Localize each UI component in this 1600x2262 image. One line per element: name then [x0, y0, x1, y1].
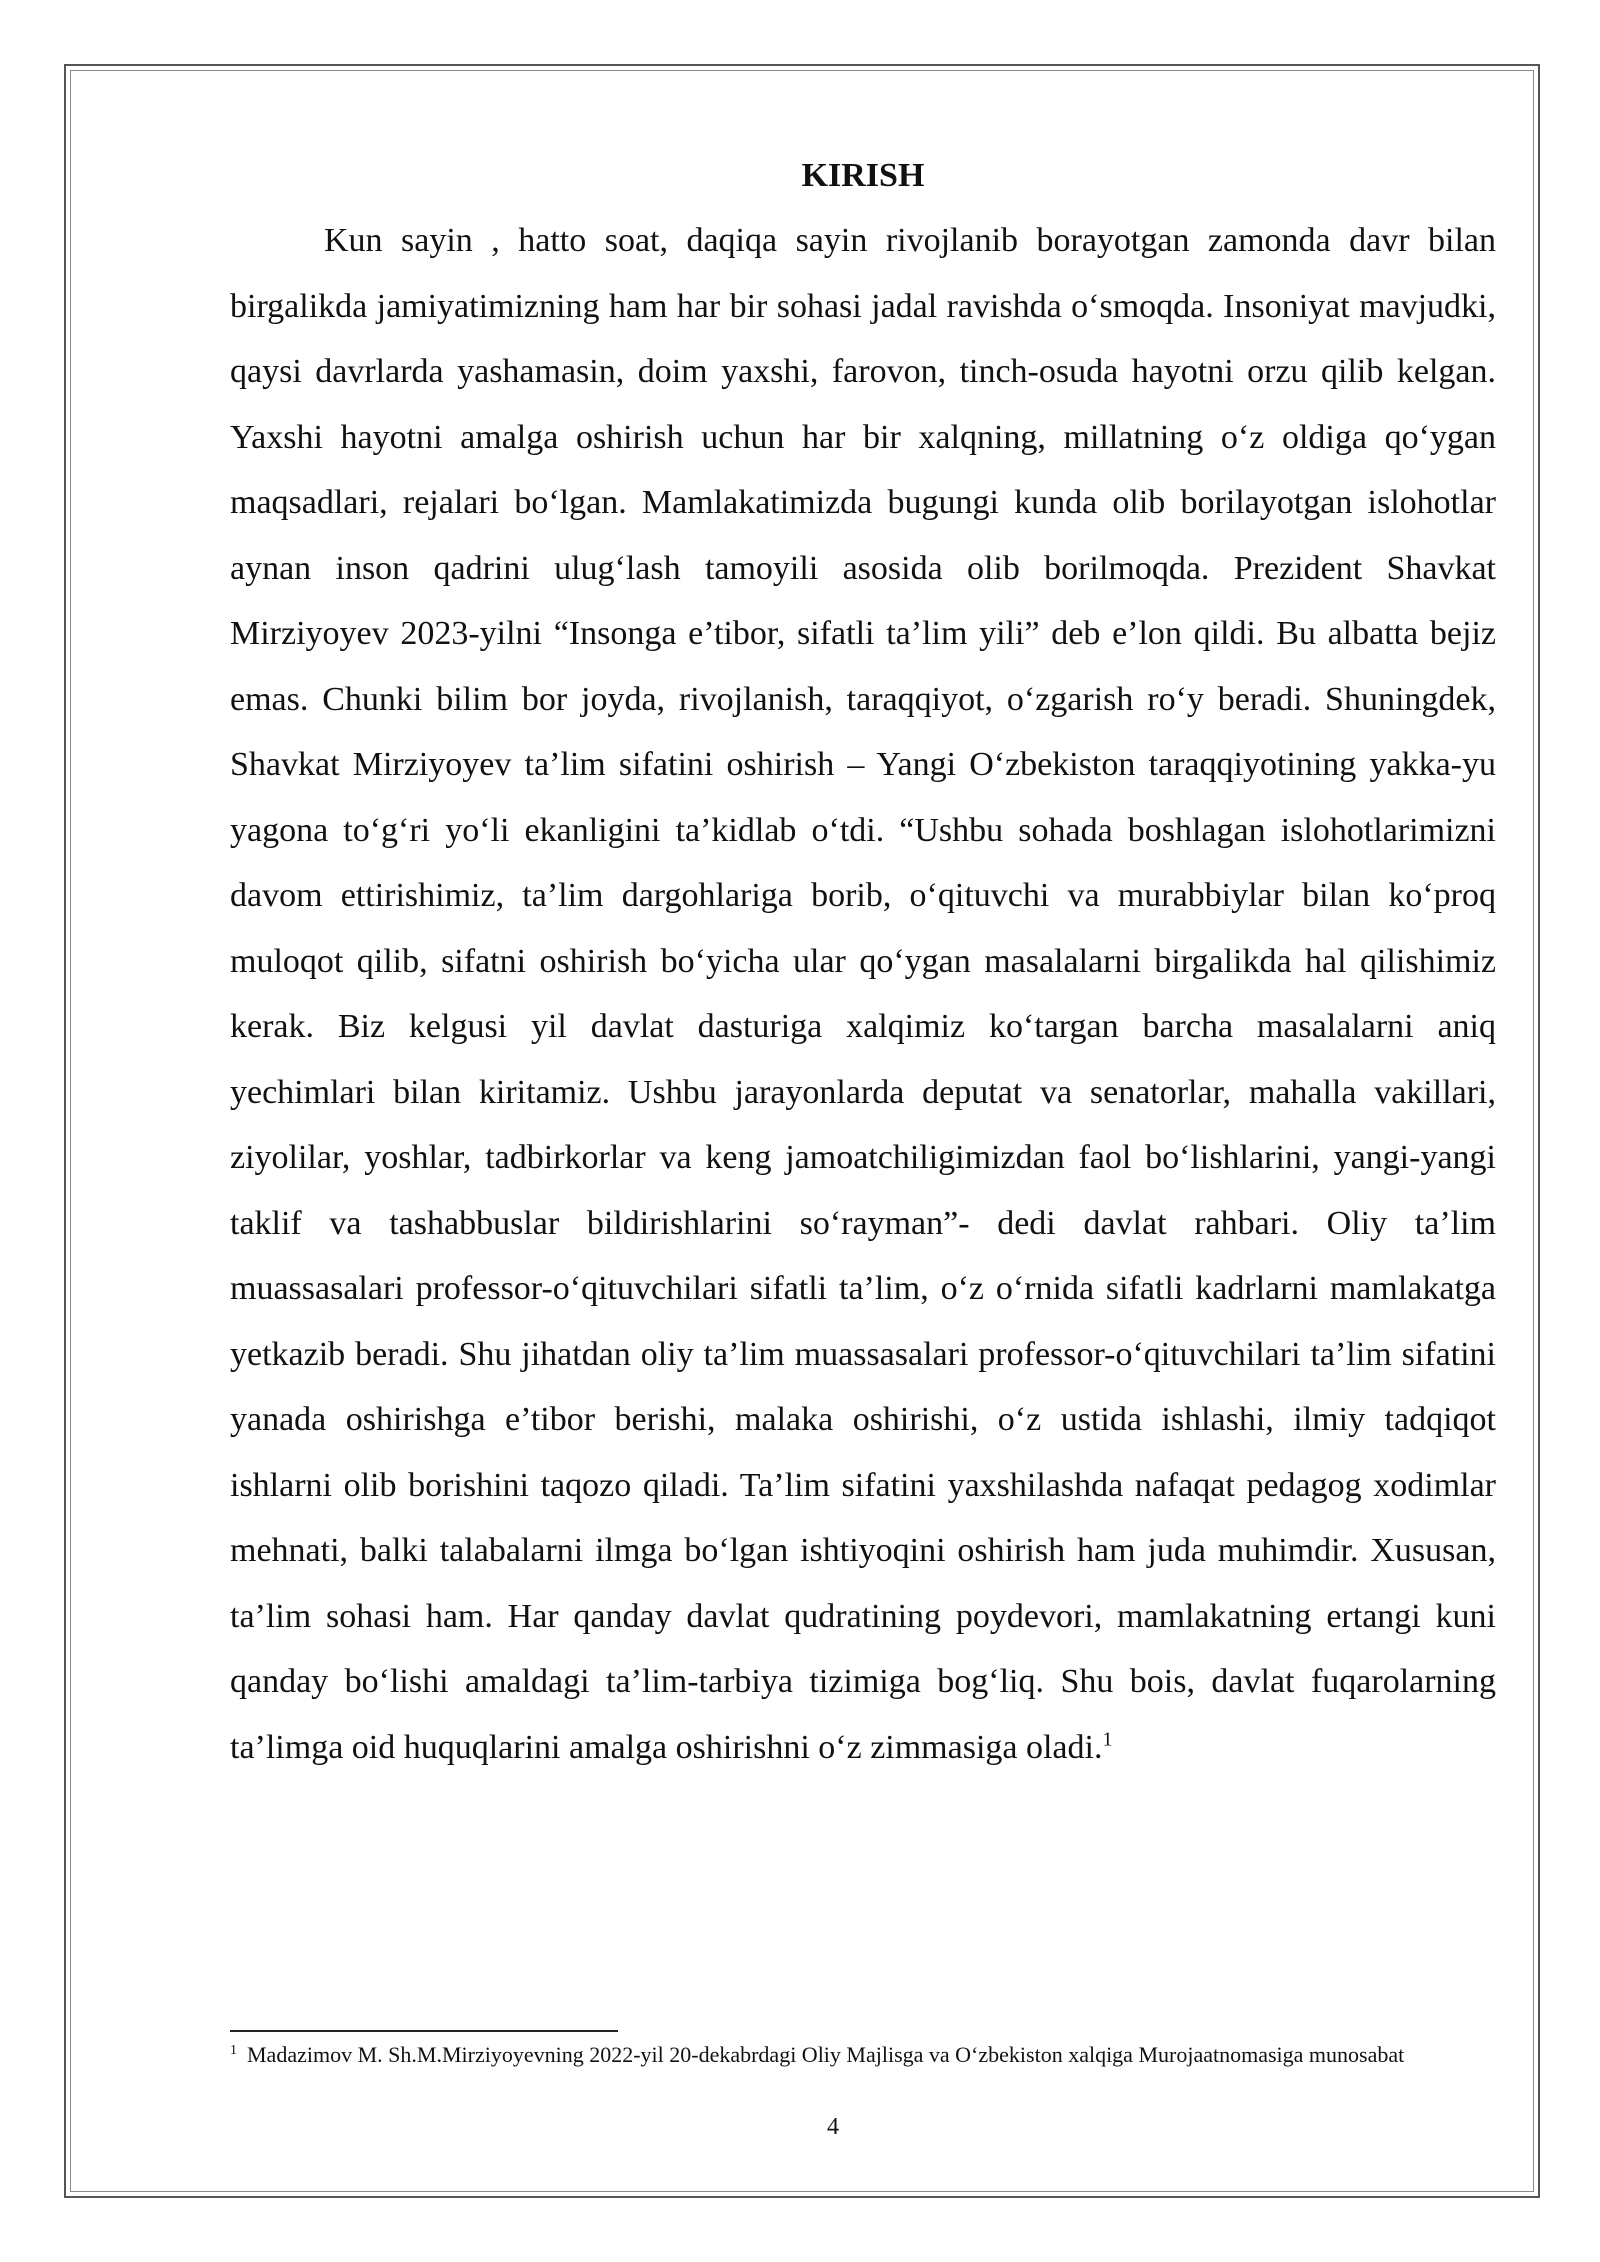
section-title: KIRISH — [801, 157, 925, 194]
document-body — [230, 150, 1496, 1780]
footnote — [230, 2040, 1496, 2070]
footnote-separator — [230, 2030, 618, 2032]
body-paragraph — [230, 208, 1496, 1780]
footnote-reference[interactable]: 1 — [1102, 1728, 1113, 1751]
footnote-text: Madazimov M. Sh.M.Mirziyoyevning 2022-yil 20-dekabrdagi Oliy Majlisga va O‘zbekiston xalqiga Murojaatnomasiga munosabat — [247, 2042, 1405, 2067]
footnote-number: 1 — [230, 2042, 237, 2058]
paragraph-text: Kun sayin , hatto soat, daqiqa sayin rivojlanib borayotgan zamonda davr bilan birgalikda jamiyatimizning ham har bir sohasi jadal ravishda o‘smoqda. Insoniyat mavjudki, qaysi davrlarda yashamasin, doim yaxshi, farovon, tinch-osuda hayotni orzu qilib kelgan. Yaxshi hayotni amalga oshirish uchun har bir xalqning, millatning o‘z oldiga qo‘ygan maqsadlari, rejalari bo‘lgan. Mamlakatimizda bugungi kunda olib borilayotgan islohotlar aynan inson qadrini ulug‘lash tamoyili asosida olib borilmoqda. Prezident Shavkat Mirziyoyev 2023-yilni “Insonga e’tibor, sifatli ta’lim yili” deb e’lon qildi. Bu albatta bejiz emas. Chunki bilim bor joyda, rivojlanish, taraqqiyot, o‘zgarish ro‘y beradi. Shuningdek, Shavkat Mirziyoyev ta’lim sifatini oshirish – Yangi O‘zbekiston taraqqiyotining yakka-yu yagona to‘g‘ri yo‘li ekanligini ta’kidlab o‘tdi. “Ushbu sohada boshlagan islohotlarimizni davom ettirishimiz, ta’lim dargohlariga borib, o‘qituvchi va murabbiylar bilan ko‘proq muloqot qilib, sifatni oshirish bo‘yicha ular qo‘ygan masalalarni birgalikda hal qilishimiz kerak. Biz kelgusi yil davlat dasturiga xalqimiz ko‘targan barcha masalalarni aniq yechimlari bilan kiritamiz. Ushbu jarayonlarda deputat va senatorlar, mahalla vakillari, ziyolilar, yoshlar, tadbirkorlar va keng jamoatchiligimizdan faol bo‘lishlarini, yangi-yangi taklif va tashabbuslar bildirishlarini so‘rayman”- dedi davlat rahbari. Oliy ta’lim muassasalari professor-o‘qituvchilari sifatli ta’lim, o‘z o‘rnida sifatli kadrlarni mamlakatga yetkazib beradi. Shu jihatdan oliy ta’lim muassasalari professor-o‘qituvchilari ta’lim sifatini yanada oshirishga e’tibor berishi, malaka oshirishi, o‘z ustida ishlashi, ilmiy tadqiqot ishlarni olib borishini taqozo qiladi. Ta’lim sifatini yaxshilashda nafaqat pedagog xodimlar mehnati, balki talabalarni ilmga bo‘lgan ishtiyoqini oshirish ham juda muhimdir. Xususan, ta’lim sohasi ham. Har qanday davlat qudratining poydevori, mamlakatning ertangi kuni qanday bo‘lishi amaldagi ta’lim-tarbiya tizimiga bog‘liq. Shu bois, davlat fuqarolarning ta’limga oid huquqlarini amalga oshirishni o‘z zimmasiga oladi. — [230, 222, 1496, 1766]
page-number: 4 — [827, 2114, 839, 2140]
